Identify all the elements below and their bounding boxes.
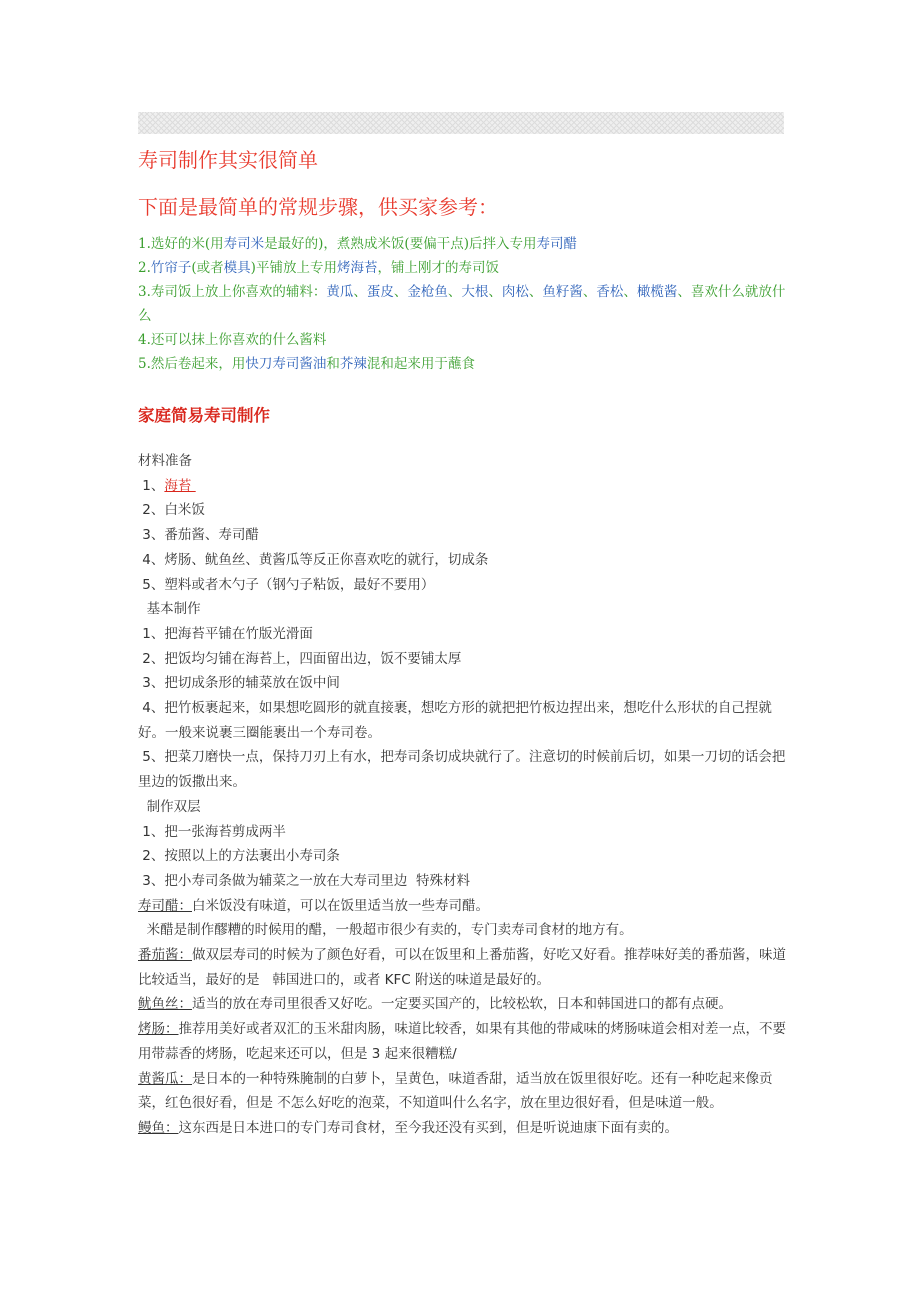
step-text: 混和起来用于蘸食 [366,356,475,372]
line-text: 5、塑料或者木勺子（钢勺子粘饭，最好不要用） [138,576,435,593]
material-note [138,1017,786,1066]
line-text: 制作双层 [138,798,201,815]
line-text: 3、番茄酱、寿司醋 [138,527,259,544]
step-keyword-link[interactable]: 肉松 [501,284,529,300]
step-item [138,352,786,376]
material-term: 番茄酱： [138,947,192,964]
decorative-hatch-bar [138,112,784,134]
step-keyword-link[interactable]: 大根 [461,284,489,300]
line-text: 4、把竹板裹起来，如果想吃圆形的就直接裹，想吃方形的就把把竹板边捏出来，想吃什么形状的自己捏就好。一般来说裹三圈能裹出一个寿司卷。 [138,700,772,741]
body-line [138,647,786,672]
material-note [138,992,786,1017]
line-text: 适当的放在寿司里很香又好吃。一定要买国产的，比较松软，日本和韩国进口的都有点硬。 [192,996,732,1013]
step-text: 1.选好的米(用 [138,236,224,252]
line-text: 推荐用美好或者双汇的玉米甜肉肠，味道比较香，如果有其他的带咸味的烤肠味道会相对差一点，不要用带蒜香的烤肠，吃起来还可以，但是 3 起来很糟糕/ [138,1021,786,1062]
step-text: 、 [582,284,597,300]
article-body [138,449,786,1141]
body-line [138,869,786,894]
material-note [138,1067,786,1116]
line-text: 白米饭没有味道，可以在饭里适当放一些寿司醋。 [192,897,489,914]
body-line [138,795,786,820]
body-line [138,573,786,598]
line-text: 5、把菜刀磨快一点，保持刀刃上有水，把寿司条切成块就行了。注意切的时候前后切，如果一刀切的话会把里边的饭撒出来。 [138,749,786,791]
page-title: 寿司制作其实很简单 [138,148,318,172]
step-keyword-link[interactable]: 寿司米 [223,236,265,252]
step-keyword-link[interactable]: 快刀 [245,356,273,372]
step-text: 、喜欢什么就放什么 [138,284,786,324]
body-line [138,523,786,548]
material-note [138,1116,786,1141]
step-text: ，铺上刚才的寿司饭 [377,260,499,276]
body-line [138,597,786,622]
steps-list [138,232,786,376]
line-text: 3、把切成条形的辅菜放在饭中间 [138,675,340,692]
section-heading-home: 家庭简易寿司制作 [138,406,270,425]
line-text: 2、按照以上的方法裹出小寿司条 [138,848,340,865]
page-subtitle: 下面是最简单的常规步骤，供买家参考： [138,195,498,219]
step-text: 5.然后卷起来，用 [138,356,246,372]
body-line [138,844,786,869]
line-text: 这东西是日本进口的专门寿司食材，至今我还没有买到，但是听说迪康下面有卖的。 [178,1119,678,1136]
step-keyword-link[interactable]: 鱼籽酱 [542,284,583,300]
step-keyword-link[interactable]: 烤海苔 [336,260,378,276]
body-line [138,696,786,745]
material-note [138,894,786,919]
step-keyword-link[interactable]: 橄榄酱 [636,284,678,300]
step-item [138,280,786,328]
material-term: 鱿鱼丝： [138,996,192,1013]
step-text: 、 [353,284,367,300]
step-text: 、 [447,284,462,300]
step-text: 4.还可以抹上你喜欢的什么酱料 [138,332,327,348]
step-text: 、 [528,284,543,300]
seaweed-link[interactable]: 海苔 [164,477,196,494]
line-text: 做双层寿司的时候为了颜色好看，可以在饭里和上番茄酱，好吃又好看。推荐味好美的番茄酱，味道比较适当，最好的是 韩国进口的，或者 KFC 附送的味道是最好的。 [138,947,786,988]
step-text: 是最好的)，煮熟成米饭(要偏干点)后拌入专用 [264,236,537,252]
step-keyword-link[interactable]: 模具 [223,260,251,276]
body-line [138,745,786,794]
body-line [138,820,786,845]
step-item [138,232,786,256]
step-text: 、 [393,284,408,300]
body-line [138,548,786,573]
material-term: 烤肠： [138,1021,179,1038]
body-line [138,498,786,523]
line-text: 2、把饭均匀铺在海苔上，四面留出边，饭不要铺太厚 [138,650,462,667]
step-keyword-link[interactable]: 寿司醋 [536,236,577,252]
line-text: 1、把海苔平铺在竹版光滑面 [138,625,313,642]
step-keyword-link[interactable]: 芥辣 [339,356,367,372]
step-keyword-link[interactable]: 寿司酱油 [272,356,327,372]
line-text: 米醋是制作醪糟的时候用的醋，一般超市很少有卖的，专门卖寿司食材的地方有。 [138,922,633,939]
material-note [138,943,786,992]
line-text: 4、烤肠、鱿鱼丝、黄酱瓜等反正你喜欢吃的就行，切成条 [138,551,489,568]
line-text: 2、白米饭 [138,502,205,519]
step-keyword-link[interactable]: 金枪鱼 [407,284,448,300]
material-term: 黄酱瓜： [138,1070,192,1087]
step-text: 和 [326,356,340,372]
line-text: 3、把小寿司条做为辅菜之一放在大寿司里边 特殊材料 [138,872,470,889]
step-text: )平铺放上专用 [250,260,337,276]
step-keyword-link[interactable]: 竹帘子 [150,260,192,276]
body-line [138,671,786,696]
step-text: (或者 [191,260,224,276]
body-line [138,918,786,943]
material-term: 寿司醋： [138,897,192,914]
list-number: 1、 [138,477,165,494]
step-text: 、 [488,284,502,300]
step-text: 2. [138,260,151,276]
step-text: 、 [623,284,637,300]
line-text: 是日本的一种特殊腌制的白萝卜，呈黄色，味道香甜，适当放在饭里很好吃。还有一种吃起来像贡菜，红色很好看，但是 不怎么好吃的泡菜，不知道叫什么名字，放在里边很好看，但是味道一般。 [138,1070,773,1112]
body-line [138,622,786,647]
body-line [138,474,786,499]
body-line [138,449,786,474]
step-item [138,256,786,280]
step-keyword-link[interactable]: 香松 [596,284,624,300]
step-keyword-link[interactable]: 蛋皮 [366,284,394,300]
step-item [138,328,786,352]
step-text: 3.寿司饭上放上你喜欢的辅料： [138,284,327,300]
material-term: 鳗鱼： [138,1119,179,1136]
line-text: 材料准备 [138,453,192,469]
line-text: 基本制作 [138,601,201,618]
line-text: 1、把一张海苔剪成两半 [138,823,286,840]
step-keyword-link[interactable]: 黄瓜 [326,284,354,300]
